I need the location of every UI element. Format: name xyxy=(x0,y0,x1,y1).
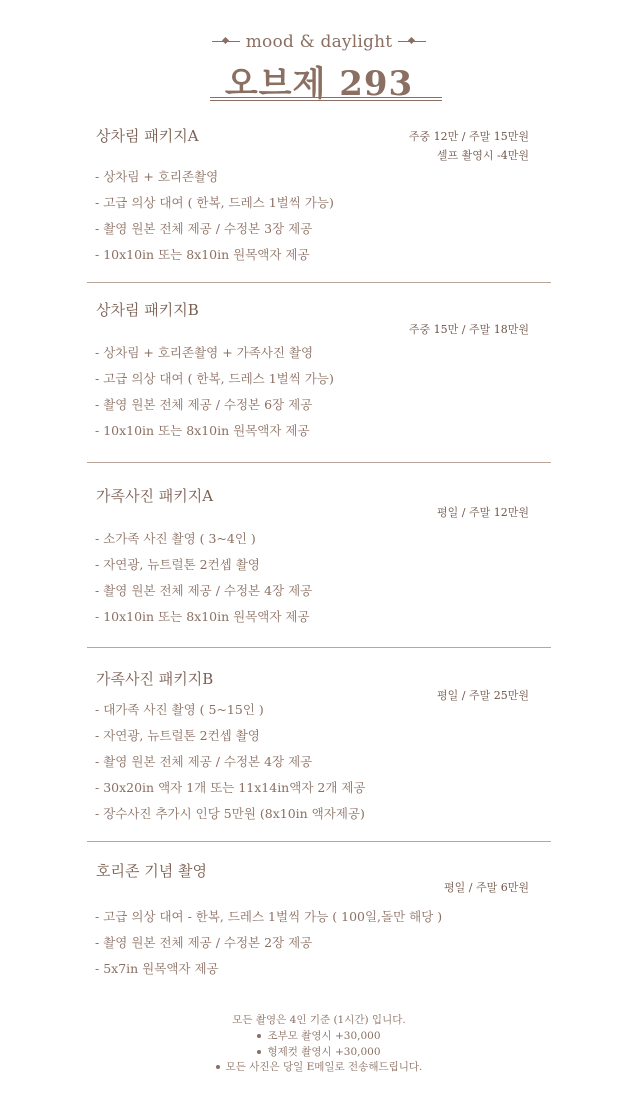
list-item: - 10x10in 또는 8x10in 원목액자 제공 xyxy=(95,247,310,262)
list-item: - 고급 의상 대여 - 한복, 드레스 1벌씩 가능 ( 100일,돌만 해당 ) xyxy=(95,909,443,924)
section-price-note: 셀프 촬영시 -4만원 xyxy=(436,149,529,162)
title-underline xyxy=(210,97,442,98)
list-item: - 고급 의상 대여 ( 한복, 드레스 1벌씩 가능) xyxy=(95,195,334,210)
ornament-left-icon xyxy=(212,37,240,47)
footer-base-note: 모든 촬영은 4인 기준 (1시간) 입니다. xyxy=(232,1014,406,1026)
footer-note-text: 조부모 촬영시 +30,000 xyxy=(267,1030,381,1042)
list-item: - 소가족 사진 촬영 ( 3~4인 ) xyxy=(95,531,256,546)
list-item: - 촬영 원본 전체 제공 / 수정본 3장 제공 xyxy=(95,221,313,236)
page-title: 오브제 293 xyxy=(224,64,414,104)
list-item: - 고급 의상 대여 ( 한복, 드레스 1벌씩 가능) xyxy=(95,371,334,386)
section-divider xyxy=(87,282,551,283)
list-item: - 10x10in 또는 8x10in 원목액자 제공 xyxy=(95,423,310,438)
list-item: - 10x10in 또는 8x10in 원목액자 제공 xyxy=(95,609,310,624)
section-price: 주중 15만 / 주말 18만원 xyxy=(408,323,529,336)
section-price: 주중 12만 / 주말 15만원 xyxy=(408,130,529,143)
footer-note xyxy=(0,1059,638,1074)
section-divider xyxy=(87,462,551,463)
section-title: 가족사진 패키지B xyxy=(96,670,214,688)
ornament-right-icon xyxy=(398,37,426,47)
section-price: 평일 / 주말 12만원 xyxy=(437,506,529,519)
tagline xyxy=(0,31,638,52)
title-underline xyxy=(210,100,442,101)
list-item: - 촬영 원본 전체 제공 / 수정본 4장 제공 xyxy=(95,583,313,598)
section-price: 평일 / 주말 25만원 xyxy=(437,689,529,702)
list-item: - 촬영 원본 전체 제공 / 수정본 2장 제공 xyxy=(95,935,313,950)
header xyxy=(0,0,638,110)
bullet-icon xyxy=(257,1034,261,1038)
list-item: - 촬영 원본 전체 제공 / 수정본 6장 제공 xyxy=(95,397,313,412)
section-price: 평일 / 주말 6만원 xyxy=(444,881,529,894)
tagline-text: mood & daylight xyxy=(245,31,393,52)
footer-note xyxy=(0,1028,638,1043)
section-title: 호리존 기념 촬영 xyxy=(96,862,207,880)
footer-note-text: 형제컷 촬영시 +30,000 xyxy=(267,1046,381,1058)
list-item: - 장수사진 추가시 인당 5만원 (8x10in 액자제공) xyxy=(95,806,365,821)
list-item: - 대가족 사진 촬영 ( 5~15인 ) xyxy=(95,702,264,717)
section-title: 가족사진 패키지A xyxy=(96,487,214,505)
section-title: 상차림 패키지A xyxy=(96,127,199,145)
section-divider xyxy=(87,841,551,842)
list-item: - 30x20in 액자 1개 또는 11x14in액자 2개 제공 xyxy=(95,780,366,795)
section-title: 상차림 패키지B xyxy=(96,301,199,319)
list-item: - 촬영 원본 전체 제공 / 수정본 4장 제공 xyxy=(95,754,313,769)
list-item: - 자연광, 뉴트럴톤 2컨셉 촬영 xyxy=(95,557,260,572)
footer-note xyxy=(0,1044,638,1059)
list-item: - 상차림 + 호리존촬영 xyxy=(95,169,219,184)
bullet-icon xyxy=(257,1050,261,1054)
list-item: - 상차림 + 호리존촬영 + 가족사진 촬영 xyxy=(95,345,314,360)
section-divider xyxy=(87,647,551,648)
list-item: - 자연광, 뉴트럴톤 2컨셉 촬영 xyxy=(95,728,260,743)
list-item: - 5x7in 원목액자 제공 xyxy=(95,961,219,976)
bullet-icon xyxy=(216,1065,220,1069)
footer-note-text: 모든 사진은 당일 E메일로 전송해드립니다. xyxy=(225,1061,423,1073)
